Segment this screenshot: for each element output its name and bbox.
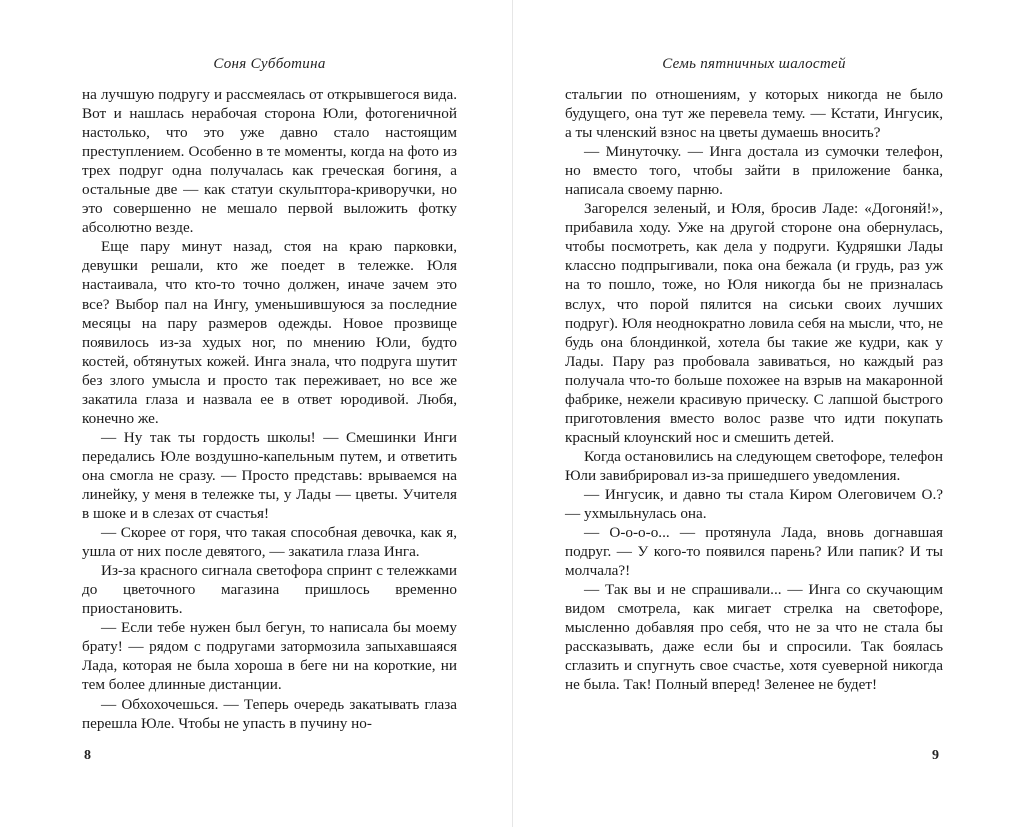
right-page-text	[565, 85, 943, 695]
left-page	[0, 0, 512, 827]
paragraph: Загорелся зеленый, и Юля, бросив Ладе: «Догоняй!», прибавила ходу. Уже на другой стороне она обернулась, чтобы посмотреть, как дела у подруги. Кудряшки Лады классно подпрыгивали, пока она бежала (и грудь, раз уж на то пошло, тоже, но Юля никогда бы не призналась вслух, что порой пялится на сиськи своих лучших подруг). Юля неоднократно ловила себя на мысли, что, не будь она блондинкой, хотела бы такие же кудри, как у Лады. Пару раз пробовала завиваться, но каждый раз получала что-то больше похожее на взрыв на макаронной фабрике, нежели красивую прическу. С лапшой быстрого приготовления вместо волос разве что идти покупать красный клоунский нос и смешить детей.	[565, 200, 943, 446]
left-page-text	[82, 85, 457, 733]
paragraph: — Ингусик, и давно ты стала Киром Олеговичем О.? — ухмыльнулась она.	[565, 485, 943, 523]
paragraph: — Так вы и не спрашивали... — Инга со скучающим видом смотрела, как мигает стрелка на светофоре, мысленно добавляя про себя, что не за что не стала бы рассказывать, даже если бы и спросили. Так боялась сглазить и спугнуть свое счастье, хотя суеверной никогда не была. Так! Полный вперед! Зеленее не будет!	[565, 581, 943, 694]
paragraph: — О-о-о-о... — протянула Лада, вновь догнавшая подруг. — У кого-то появился парень? Или папик? И ты молчала?!	[565, 524, 943, 580]
paragraph: — Обхохочешься. — Теперь очередь закатывать глаза перешла Юле. Чтобы не упасть в пучину но-	[82, 695, 457, 732]
paragraph: — Ну так ты гордость школы! — Смешинки Инги передались Юле воздушно-капельным путем, и ответить она смогла не сразу. — Просто представь: врываемся на линейку, у меня в тележке ты, у Лады — цветы. Учителя в шоке и в слезах от счастья!	[82, 428, 457, 523]
page-number: 9	[932, 748, 939, 763]
paragraph: — Если тебе нужен был бегун, то написала бы моему брату! — рядом с подругами затормозила запыхавшаяся Лада, которая не была хороша в беге ни на короткие, ни тем более длинные дистанции.	[82, 619, 457, 694]
paragraph: Когда остановились на следующем светофоре, телефон Юли завибрировал из-за пришедшего уведомления.	[565, 447, 943, 484]
paragraph: на лучшую подругу и рассмеялась от открывшегося вида. Вот и нашлась нерабочая сторона Юли, фотогеничной настолько, что это уже давно стало настоящим преступлением. Особенно в те моменты, когда на фото из трех подруг одна получалась как греческая богиня, а остальные две — как статуи скульптора-криворучки, но это совершенно не мешало первой выложить фотку абсолютно везде.	[82, 86, 457, 237]
paragraph: Еще пару минут назад, стоя на краю парковки, девушки решали, кто же поедет в тележке. Юля настаивала, что кто-то точно должен, иначе зачем это все? Выбор пал на Ингу, уменьшившуюся за последние месяцы на пару размеров одежды. Новое прозвище появилось из-за худых ног, по мнению Юли, будто костей, обтянутых кожей. Инга знала, что подруга шутит без злого умысла и просто так переживает, но все же закатила глаза и назвала ее в ответ юродивой. Любя, конечно же.	[82, 238, 457, 427]
paragraph: Из-за красного сигнала светофора спринт с тележками до цветочного магазина пришлось временно приостановить.	[82, 562, 457, 618]
running-head-author: Соня Субботина	[213, 56, 326, 72]
page-number: 8	[84, 748, 91, 763]
running-head-title: Семь пятничных шалостей	[662, 56, 846, 72]
paragraph: стальгии по отношениям, у которых никогда не было будущего, она тут же перевела тему. — Кстати, Ингусик, а ты членский взнос на цветы думаешь вносить?	[565, 86, 943, 142]
paragraph: — Скорее от горя, что такая способная девочка, как я, ушла от них после девятого, — закатила глаза Инга.	[82, 524, 457, 561]
right-page	[513, 0, 1026, 827]
paragraph: — Минуточку. — Инга достала из сумочки телефон, но вместо того, чтобы зайти в приложение банка, написала своему парню.	[565, 143, 943, 199]
